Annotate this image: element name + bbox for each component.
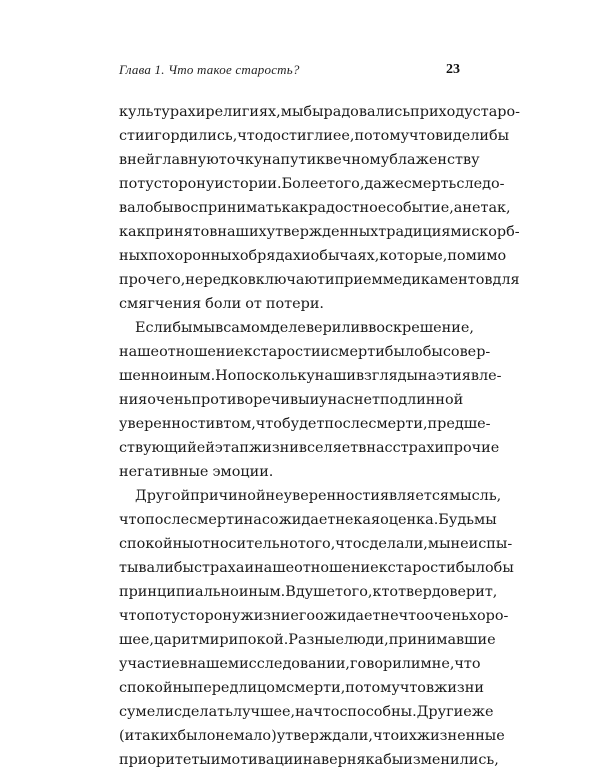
text-line: сти и гордились, что достигли ее, потому что видели бы xyxy=(119,128,510,144)
text-line: ных похоронных обрядах и обычаях, которые, помимо xyxy=(119,248,507,264)
text-line: Если бы мы в самом деле верили в воскрешение, xyxy=(135,320,474,336)
page-header xyxy=(119,62,460,82)
text-line: как принято в наших утвержденных традициями скорб- xyxy=(119,224,520,240)
text-line: спокойны перед лицом смерти, потому что в жизни xyxy=(119,680,484,696)
text-line: принципиально иным. В душе того, кто твердо верит, xyxy=(119,584,498,600)
text-line: участие в нашем исследовании, говорили мне, что xyxy=(119,656,481,672)
text-line: прочего, нередко включают и прием медикаментов для xyxy=(119,272,520,288)
text-line: (и таких было немало) утверждали, что их жизненные xyxy=(119,728,505,744)
text-line: сумели сделать лучшее, на что способны. Другие же xyxy=(119,704,494,720)
text-line: Другой причиной неуверенности является мысль, xyxy=(135,488,502,504)
text-line: уверенности в том, что будет после смерти, предше- xyxy=(119,416,491,432)
text-line: тывали бы страха и наше отношение к старости было бы xyxy=(119,560,514,576)
text-line: негативные эмоции. xyxy=(119,464,274,480)
text-line: по ту сторону истории. Более того, даже смерть следо- xyxy=(119,176,505,192)
text-line: что по ту сторону жизни его ожидает нечто очень хоро- xyxy=(119,608,509,624)
text-line: ствующий ей этап жизни вселяет в нас страх и прочие xyxy=(119,440,500,456)
text-line: что после смерти нас ожидает некая оценка. Будь мы xyxy=(119,512,497,528)
text-line: приоритеты и мотивации наверняка бы изменились, xyxy=(119,752,499,768)
text-line: смягчения боли от потери. xyxy=(119,296,324,312)
text-line: вало бы воспринимать как радостное событие, а не так, xyxy=(119,200,511,216)
page-number: 23 xyxy=(446,62,460,77)
text-line: шенно иным. Но поскольку наши взгляды на эти явле- xyxy=(119,368,502,384)
text-line: ния очень противоречивы и у нас нет подлинной xyxy=(119,392,464,408)
text-line: в ней главную точку на пути к вечному блаженству xyxy=(119,152,480,168)
text-line: шее, царит мир и покой. Разные люди, принимавшие xyxy=(119,632,496,648)
body-text xyxy=(119,100,521,772)
text-line: наше отношение к старости и смерти было бы совер- xyxy=(119,344,491,360)
running-head: Глава 1. Что такое старость? xyxy=(119,62,300,77)
text-line: культурах и религиях, мы бы радовались приходу старо- xyxy=(119,104,521,120)
text-line: спокойны относительно того, что сделали, мы не испы- xyxy=(119,536,513,552)
